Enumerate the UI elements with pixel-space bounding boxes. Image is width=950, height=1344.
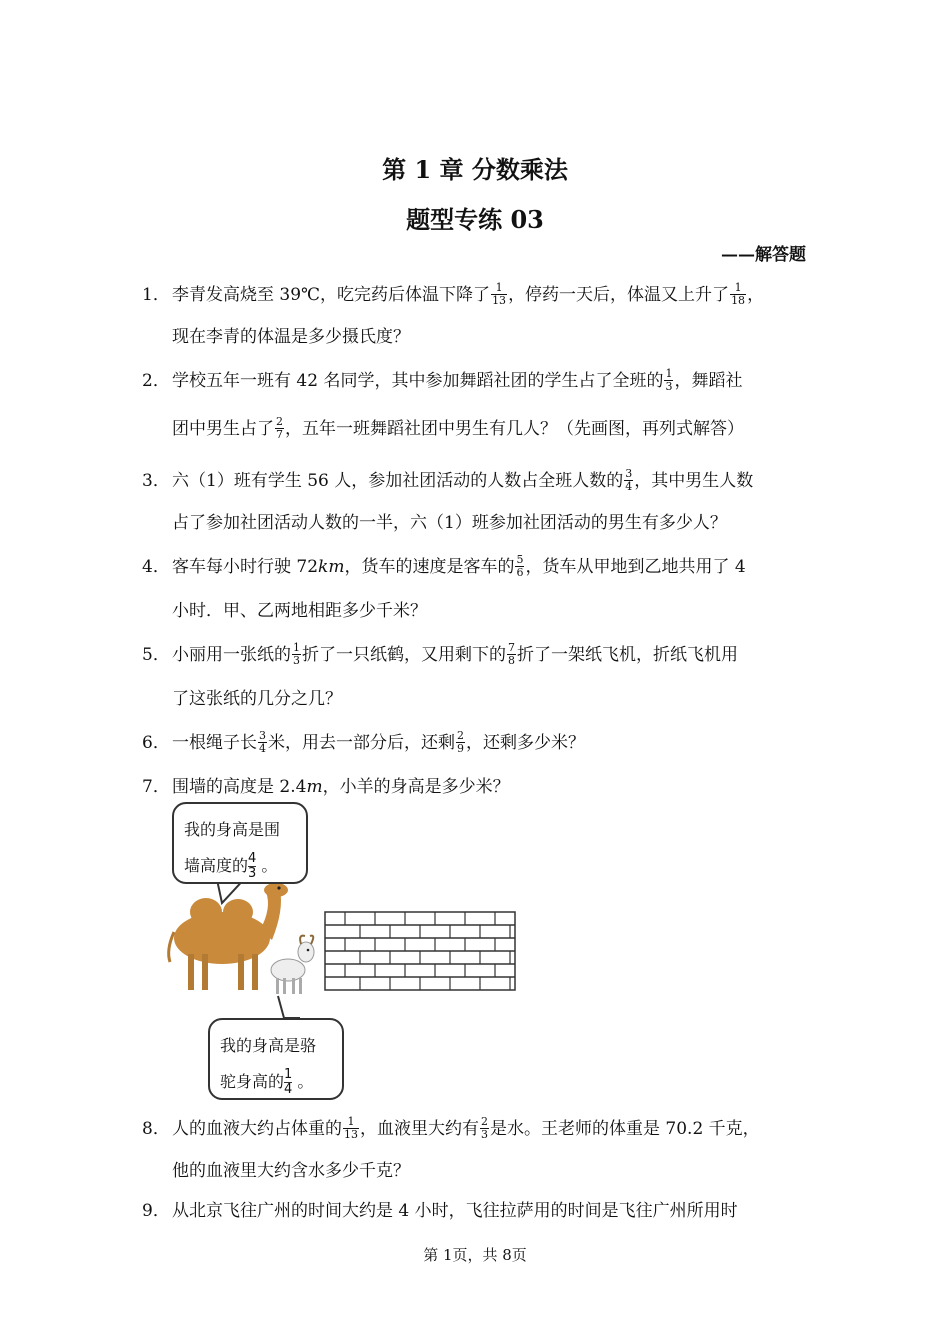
question-text: 折了一只纸鹤，又用剩下的 <box>302 645 506 665</box>
question-4-line-2: 小时．甲、乙两地相距多少千米？ <box>172 601 427 621</box>
question-3-line-2: 占了参加社团活动人数的一半，六（1）班参加社团活动的男生有多少人？ <box>172 513 727 533</box>
fraction: $\frac{1}{13}$ <box>344 1115 358 1141</box>
question-number: 8． <box>142 1119 170 1139</box>
page-title: 题型专练 03 <box>406 205 544 234</box>
fraction: $\frac{2}{9}$ <box>457 729 464 755</box>
question-text: ，小羊的身高是多少米？ <box>322 777 510 797</box>
question-2-line-1 <box>142 366 742 394</box>
fraction: $\frac{7}{8}$ <box>508 641 515 667</box>
question-text: 小丽用一张纸的 <box>172 645 291 665</box>
question-number: 6． <box>142 733 170 753</box>
question-number: 3． <box>142 471 170 491</box>
question-text: ，舞蹈社 <box>674 371 743 391</box>
question-1-line-1 <box>142 280 764 308</box>
fraction: $\frac{2}{7}$ <box>276 415 283 441</box>
fraction: $\frac{1}{4}$ <box>284 1067 293 1097</box>
fraction: $\frac{4}{3}$ <box>248 851 257 881</box>
question-number: 5． <box>142 645 170 665</box>
fraction: $\frac{1}{3}$ <box>665 367 673 393</box>
question-text: 学校五年一班有 42 名同学，其中参加舞蹈社团的学生占了全班的 <box>172 371 664 391</box>
question-text: 米，用去一部分后，还剩 <box>268 733 455 753</box>
question-number: 9． <box>142 1201 170 1221</box>
question-7-line-1 <box>142 772 510 797</box>
fraction: $\frac{3}{4}$ <box>259 729 266 755</box>
question-text: 一根绳子长 <box>172 733 257 753</box>
question-text: 从北京飞往广州的时间大约是 4 小时，飞往拉萨用的时间是飞往广州所用时 <box>172 1201 738 1221</box>
camel-illustration <box>169 883 288 990</box>
question-1-line-2: 现在李青的体温是多少摄氏度？ <box>172 327 410 347</box>
question-text: ，其中男生人数 <box>634 471 754 491</box>
question-text: 团中男生占了 <box>172 419 274 439</box>
question-8-line-2: 他的血液里大约含水多少千克？ <box>172 1161 410 1181</box>
question-number: 7． <box>142 777 170 797</box>
bubble-text-line-2: 墙高度的 $\frac{4}{3}$ 。 <box>184 851 278 881</box>
bubble-text: 我的身高是围 <box>184 820 281 839</box>
section-label: ——解答题 <box>721 245 806 265</box>
fraction: $\frac{1}{18}$ <box>731 281 746 307</box>
camel-speech-bubble <box>172 802 308 884</box>
question-4-line-1 <box>142 552 746 580</box>
goat-illustration <box>271 936 314 994</box>
question-9-line-1 <box>142 1196 738 1221</box>
bubble-text: 我的身高是骆 <box>220 1036 317 1055</box>
question-text: ，血液里大约有 <box>360 1119 479 1139</box>
question-text: 客车每小时行驶 72 <box>172 557 319 577</box>
fraction: $\frac{1}{3}$ <box>293 641 300 667</box>
question-text: ，货车的速度是客车的 <box>344 557 515 577</box>
unit: m <box>306 777 323 797</box>
question-text: 李青发高烧至 39℃，吃完药后体温下降了 <box>172 285 491 305</box>
question-number: 4． <box>142 557 170 577</box>
question-6-line-1 <box>142 728 585 756</box>
question-number: 1． <box>142 285 170 305</box>
question-8-line-1 <box>142 1114 760 1142</box>
question-text: ，停药一天后，体温又上升了 <box>508 285 730 305</box>
question-5-line-2: 了这张纸的几分之几？ <box>172 689 342 709</box>
question-3-line-1 <box>142 466 753 494</box>
question-text: 人的血液大约占体重的 <box>172 1119 342 1139</box>
question-text: ，五年一班舞蹈社团中男生有几人？（先画图，再列式解答） <box>285 419 744 439</box>
brick-wall-illustration <box>325 912 515 990</box>
question-text: ，货车从甲地到乙地共用了 4 <box>525 557 746 577</box>
question-text: ，还剩多少米？ <box>466 733 585 753</box>
fraction: $\frac{1}{13}$ <box>492 281 507 307</box>
question-2-line-2 <box>172 414 744 442</box>
question-text: ， <box>747 285 765 305</box>
question-text: 是水。王老师的体重是 70.2 千克， <box>490 1119 760 1139</box>
fraction: $\frac{3}{4}$ <box>625 467 633 493</box>
question-text: 围墙的高度是 2.4 <box>172 777 307 797</box>
question-text: 六（1）班有学生 56 人，参加社团活动的人数占全班人数的 <box>172 471 624 491</box>
fraction: $\frac{5}{6}$ <box>516 553 524 579</box>
question-text: 折了一架纸飞机，折纸飞机用 <box>517 645 738 665</box>
unit: km <box>318 557 345 577</box>
question-number: 2． <box>142 371 170 391</box>
question-5-line-1 <box>142 640 738 668</box>
bubble-text-line-2: 驼身高的 $\frac{1}{4}$ 。 <box>220 1067 314 1097</box>
chapter-title: 第 1 章 分数乘法 <box>382 155 568 184</box>
fraction: $\frac{2}{3}$ <box>481 1115 488 1141</box>
page-footer: 第 1页，共 8页 <box>423 1246 527 1264</box>
goat-speech-bubble <box>208 1018 344 1100</box>
